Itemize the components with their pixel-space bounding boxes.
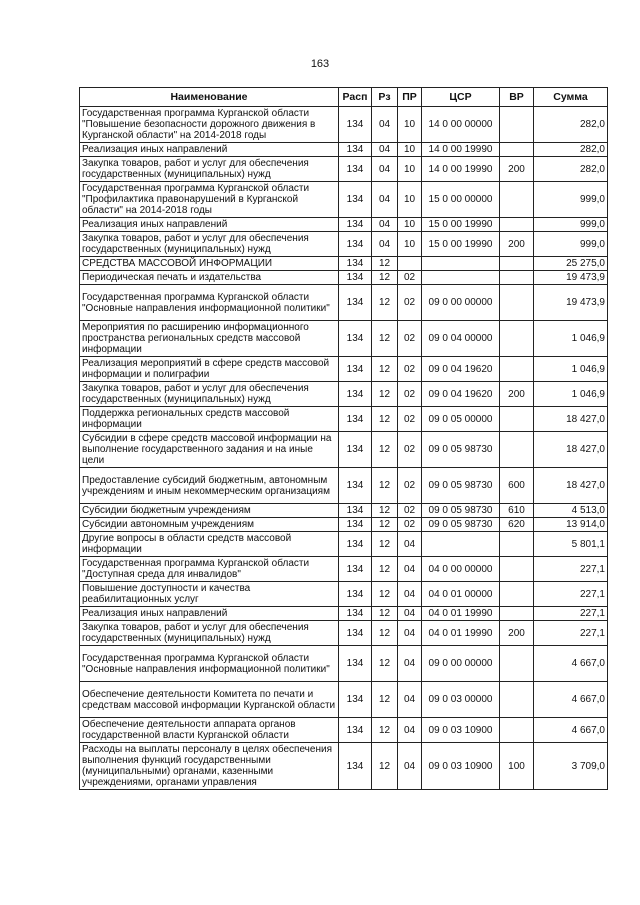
row-csr: 14 0 00 00000 — [422, 107, 500, 143]
row-rz: 04 — [372, 157, 398, 182]
table-row — [80, 407, 608, 432]
row-name: Обеспечение деятельности Комитета по печати и средствам массовой информации Курганской области — [80, 682, 339, 718]
row-rasp: 134 — [339, 607, 372, 621]
header-pr: ПР — [398, 88, 422, 107]
header-vr: ВР — [500, 88, 534, 107]
row-sum: 4 667,0 — [534, 646, 608, 682]
row-csr: 14 0 00 19990 — [422, 157, 500, 182]
row-rz: 12 — [372, 743, 398, 790]
row-vr — [500, 407, 534, 432]
row-pr: 10 — [398, 143, 422, 157]
row-rz: 12 — [372, 271, 398, 285]
row-name: Реализация иных направлений — [80, 607, 339, 621]
table-row — [80, 682, 608, 718]
header-rz: Рз — [372, 88, 398, 107]
row-rz: 12 — [372, 407, 398, 432]
row-vr — [500, 357, 534, 382]
row-sum: 1 046,9 — [534, 382, 608, 407]
row-csr: 09 0 05 98730 — [422, 504, 500, 518]
row-vr — [500, 218, 534, 232]
row-rasp: 134 — [339, 182, 372, 218]
row-name: Государственная программа Курганской области "Повышение безопасности дорожного движения в Курганской области" на 2014-2018 годы — [80, 107, 339, 143]
row-rasp: 134 — [339, 218, 372, 232]
table-row — [80, 621, 608, 646]
row-vr — [500, 182, 534, 218]
table-row — [80, 182, 608, 218]
row-sum: 227,1 — [534, 557, 608, 582]
row-csr — [422, 532, 500, 557]
row-vr — [500, 257, 534, 271]
row-rz: 04 — [372, 182, 398, 218]
row-rz: 12 — [372, 285, 398, 321]
row-csr: 09 0 05 98730 — [422, 518, 500, 532]
row-rasp: 134 — [339, 107, 372, 143]
row-rz: 04 — [372, 218, 398, 232]
row-name: Периодическая печать и издательства — [80, 271, 339, 285]
row-name: Поддержка региональных средств массовой информации — [80, 407, 339, 432]
row-pr: 10 — [398, 232, 422, 257]
row-csr: 09 0 05 98730 — [422, 468, 500, 504]
row-rz: 04 — [372, 232, 398, 257]
table-row — [80, 518, 608, 532]
row-pr: 02 — [398, 321, 422, 357]
row-pr — [398, 257, 422, 271]
row-csr: 09 0 04 19620 — [422, 357, 500, 382]
header-csr: ЦСР — [422, 88, 500, 107]
table-row — [80, 271, 608, 285]
row-vr — [500, 557, 534, 582]
row-pr: 02 — [398, 271, 422, 285]
row-name: Повышение доступности и качества реабилитационных услуг — [80, 582, 339, 607]
row-vr: 610 — [500, 504, 534, 518]
row-pr: 10 — [398, 107, 422, 143]
row-csr: 04 0 01 00000 — [422, 582, 500, 607]
row-sum: 227,1 — [534, 621, 608, 646]
table-row — [80, 257, 608, 271]
table-row — [80, 432, 608, 468]
row-rz: 12 — [372, 557, 398, 582]
row-name: Закупка товаров, работ и услуг для обеспечения государственных (муниципальных) нужд — [80, 621, 339, 646]
row-rz: 12 — [372, 582, 398, 607]
table-row — [80, 743, 608, 790]
row-sum: 282,0 — [534, 157, 608, 182]
row-name: Субсидии в сфере средств массовой информации на выполнение государственного задания и на иные цели — [80, 432, 339, 468]
row-name: Государственная программа Курганской области "Основные направления информационной политики" — [80, 285, 339, 321]
row-csr: 09 0 03 10900 — [422, 743, 500, 790]
row-rasp: 134 — [339, 357, 372, 382]
row-sum: 5 801,1 — [534, 532, 608, 557]
row-name: Закупка товаров, работ и услуг для обеспечения государственных (муниципальных) нужд — [80, 157, 339, 182]
row-rasp: 134 — [339, 285, 372, 321]
row-csr — [422, 271, 500, 285]
row-sum: 282,0 — [534, 143, 608, 157]
table-row — [80, 107, 608, 143]
row-vr — [500, 607, 534, 621]
row-rasp: 134 — [339, 157, 372, 182]
table-row — [80, 285, 608, 321]
row-sum: 4 667,0 — [534, 718, 608, 743]
row-pr: 04 — [398, 532, 422, 557]
row-name: Обеспечение деятельности аппарата органов государственной власти Курганской области — [80, 718, 339, 743]
header-name: Наименование — [80, 88, 339, 107]
row-vr: 200 — [500, 232, 534, 257]
header-sum: Сумма — [534, 88, 608, 107]
row-pr: 10 — [398, 182, 422, 218]
row-csr: 15 0 00 19990 — [422, 232, 500, 257]
row-sum: 1 046,9 — [534, 321, 608, 357]
row-rz: 12 — [372, 468, 398, 504]
row-pr: 02 — [398, 357, 422, 382]
row-sum: 227,1 — [534, 582, 608, 607]
row-rasp: 134 — [339, 504, 372, 518]
row-vr — [500, 532, 534, 557]
row-name: СРЕДСТВА МАССОВОЙ ИНФОРМАЦИИ — [80, 257, 339, 271]
row-pr: 04 — [398, 607, 422, 621]
row-pr: 02 — [398, 504, 422, 518]
row-rasp: 134 — [339, 382, 372, 407]
row-pr: 04 — [398, 621, 422, 646]
row-rz: 12 — [372, 646, 398, 682]
row-pr: 02 — [398, 468, 422, 504]
row-csr: 09 0 05 98730 — [422, 432, 500, 468]
row-rz: 12 — [372, 607, 398, 621]
row-name: Реализация иных направлений — [80, 218, 339, 232]
row-name: Государственная программа Курганской области "Основные направления информационной политики" — [80, 646, 339, 682]
row-name: Государственная программа Курганской области "Профилактика правонарушений в Курганской области" на 2014-2018 годы — [80, 182, 339, 218]
header-rasp: Расп — [339, 88, 372, 107]
row-pr: 04 — [398, 557, 422, 582]
row-csr: 09 0 03 00000 — [422, 682, 500, 718]
row-name: Мероприятия по расширению информационного пространства региональных средств массовой информации — [80, 321, 339, 357]
row-sum: 4 513,0 — [534, 504, 608, 518]
row-name: Реализация иных направлений — [80, 143, 339, 157]
table-row — [80, 157, 608, 182]
row-pr: 04 — [398, 646, 422, 682]
row-name: Закупка товаров, работ и услуг для обеспечения государственных (муниципальных) нужд — [80, 382, 339, 407]
row-rasp: 134 — [339, 743, 372, 790]
row-csr: 09 0 03 10900 — [422, 718, 500, 743]
row-sum: 227,1 — [534, 607, 608, 621]
row-pr: 02 — [398, 285, 422, 321]
row-pr: 02 — [398, 432, 422, 468]
row-vr: 200 — [500, 157, 534, 182]
table-row — [80, 646, 608, 682]
row-vr: 200 — [500, 382, 534, 407]
row-rasp: 134 — [339, 143, 372, 157]
row-sum: 25 275,0 — [534, 257, 608, 271]
table-row — [80, 321, 608, 357]
row-csr: 14 0 00 19990 — [422, 143, 500, 157]
row-rz: 12 — [372, 432, 398, 468]
row-rasp: 134 — [339, 271, 372, 285]
page-number: 163 — [310, 58, 330, 70]
row-csr: 04 0 00 00000 — [422, 557, 500, 582]
table-body — [80, 107, 608, 790]
row-rz: 04 — [372, 143, 398, 157]
row-sum: 18 427,0 — [534, 407, 608, 432]
row-csr: 15 0 00 19990 — [422, 218, 500, 232]
row-sum: 18 427,0 — [534, 468, 608, 504]
row-name: Расходы на выплаты персоналу в целях обеспечения выполнения функций государственными (муниципальными) органами, казенными учреждениями, органами управления — [80, 743, 339, 790]
table-row — [80, 382, 608, 407]
row-pr: 02 — [398, 518, 422, 532]
row-name: Другие вопросы в области средств массовой информации — [80, 532, 339, 557]
row-rz: 12 — [372, 532, 398, 557]
row-pr: 04 — [398, 718, 422, 743]
row-vr — [500, 718, 534, 743]
row-name: Реализация мероприятий в сфере средств массовой информации и полиграфии — [80, 357, 339, 382]
row-vr — [500, 143, 534, 157]
row-pr: 04 — [398, 582, 422, 607]
row-name: Субсидии автономным учреждениям — [80, 518, 339, 532]
row-vr: 600 — [500, 468, 534, 504]
row-vr: 200 — [500, 621, 534, 646]
row-sum: 3 709,0 — [534, 743, 608, 790]
row-sum: 999,0 — [534, 218, 608, 232]
row-csr: 09 0 00 00000 — [422, 646, 500, 682]
row-name: Закупка товаров, работ и услуг для обеспечения государственных (муниципальных) нужд — [80, 232, 339, 257]
row-pr: 10 — [398, 157, 422, 182]
row-rz: 12 — [372, 321, 398, 357]
row-vr — [500, 432, 534, 468]
row-sum: 4 667,0 — [534, 682, 608, 718]
row-sum: 1 046,9 — [534, 357, 608, 382]
row-rasp: 134 — [339, 582, 372, 607]
row-pr: 04 — [398, 743, 422, 790]
row-csr: 09 0 04 19620 — [422, 382, 500, 407]
table-header-row — [80, 88, 608, 107]
table-row — [80, 718, 608, 743]
row-vr: 620 — [500, 518, 534, 532]
row-rasp: 134 — [339, 321, 372, 357]
row-rasp: 134 — [339, 407, 372, 432]
row-sum: 18 427,0 — [534, 432, 608, 468]
table-row — [80, 357, 608, 382]
row-vr — [500, 582, 534, 607]
table-row — [80, 468, 608, 504]
row-csr: 04 0 01 19990 — [422, 607, 500, 621]
row-rasp: 134 — [339, 232, 372, 257]
row-vr — [500, 271, 534, 285]
row-rasp: 134 — [339, 468, 372, 504]
row-sum: 282,0 — [534, 107, 608, 143]
row-vr — [500, 107, 534, 143]
row-vr — [500, 285, 534, 321]
row-rasp: 134 — [339, 718, 372, 743]
row-sum: 19 473,9 — [534, 285, 608, 321]
row-rasp: 134 — [339, 532, 372, 557]
row-rz: 12 — [372, 621, 398, 646]
row-rz: 12 — [372, 682, 398, 718]
row-vr — [500, 646, 534, 682]
row-rasp: 134 — [339, 621, 372, 646]
row-rasp: 134 — [339, 557, 372, 582]
row-rasp: 134 — [339, 432, 372, 468]
row-rz: 12 — [372, 504, 398, 518]
row-csr — [422, 257, 500, 271]
table-row — [80, 504, 608, 518]
row-name: Предоставление субсидий бюджетным, автономным учреждениям и иным некоммерческим организациям — [80, 468, 339, 504]
row-csr: 09 0 04 00000 — [422, 321, 500, 357]
table-row — [80, 582, 608, 607]
table-row — [80, 218, 608, 232]
row-pr: 02 — [398, 382, 422, 407]
row-csr: 04 0 01 19990 — [422, 621, 500, 646]
row-sum: 19 473,9 — [534, 271, 608, 285]
row-name: Субсидии бюджетным учреждениям — [80, 504, 339, 518]
row-pr: 04 — [398, 682, 422, 718]
budget-table — [79, 87, 608, 790]
row-rz: 12 — [372, 382, 398, 407]
row-pr: 10 — [398, 218, 422, 232]
row-rz: 12 — [372, 257, 398, 271]
row-rasp: 134 — [339, 518, 372, 532]
row-rz: 12 — [372, 718, 398, 743]
row-sum: 999,0 — [534, 232, 608, 257]
row-csr: 09 0 05 00000 — [422, 407, 500, 432]
table-row — [80, 607, 608, 621]
row-rasp: 134 — [339, 646, 372, 682]
row-vr: 100 — [500, 743, 534, 790]
row-rz: 12 — [372, 518, 398, 532]
row-sum: 999,0 — [534, 182, 608, 218]
table-row — [80, 232, 608, 257]
row-sum: 13 914,0 — [534, 518, 608, 532]
row-rz: 12 — [372, 357, 398, 382]
row-vr — [500, 321, 534, 357]
row-rz: 04 — [372, 107, 398, 143]
row-pr: 02 — [398, 407, 422, 432]
table-row — [80, 143, 608, 157]
row-rasp: 134 — [339, 257, 372, 271]
row-rasp: 134 — [339, 682, 372, 718]
table-row — [80, 557, 608, 582]
row-csr: 15 0 00 00000 — [422, 182, 500, 218]
row-name: Государственная программа Курганской области "Доступная среда для инвалидов" — [80, 557, 339, 582]
row-vr — [500, 682, 534, 718]
table-row — [80, 532, 608, 557]
row-csr: 09 0 00 00000 — [422, 285, 500, 321]
